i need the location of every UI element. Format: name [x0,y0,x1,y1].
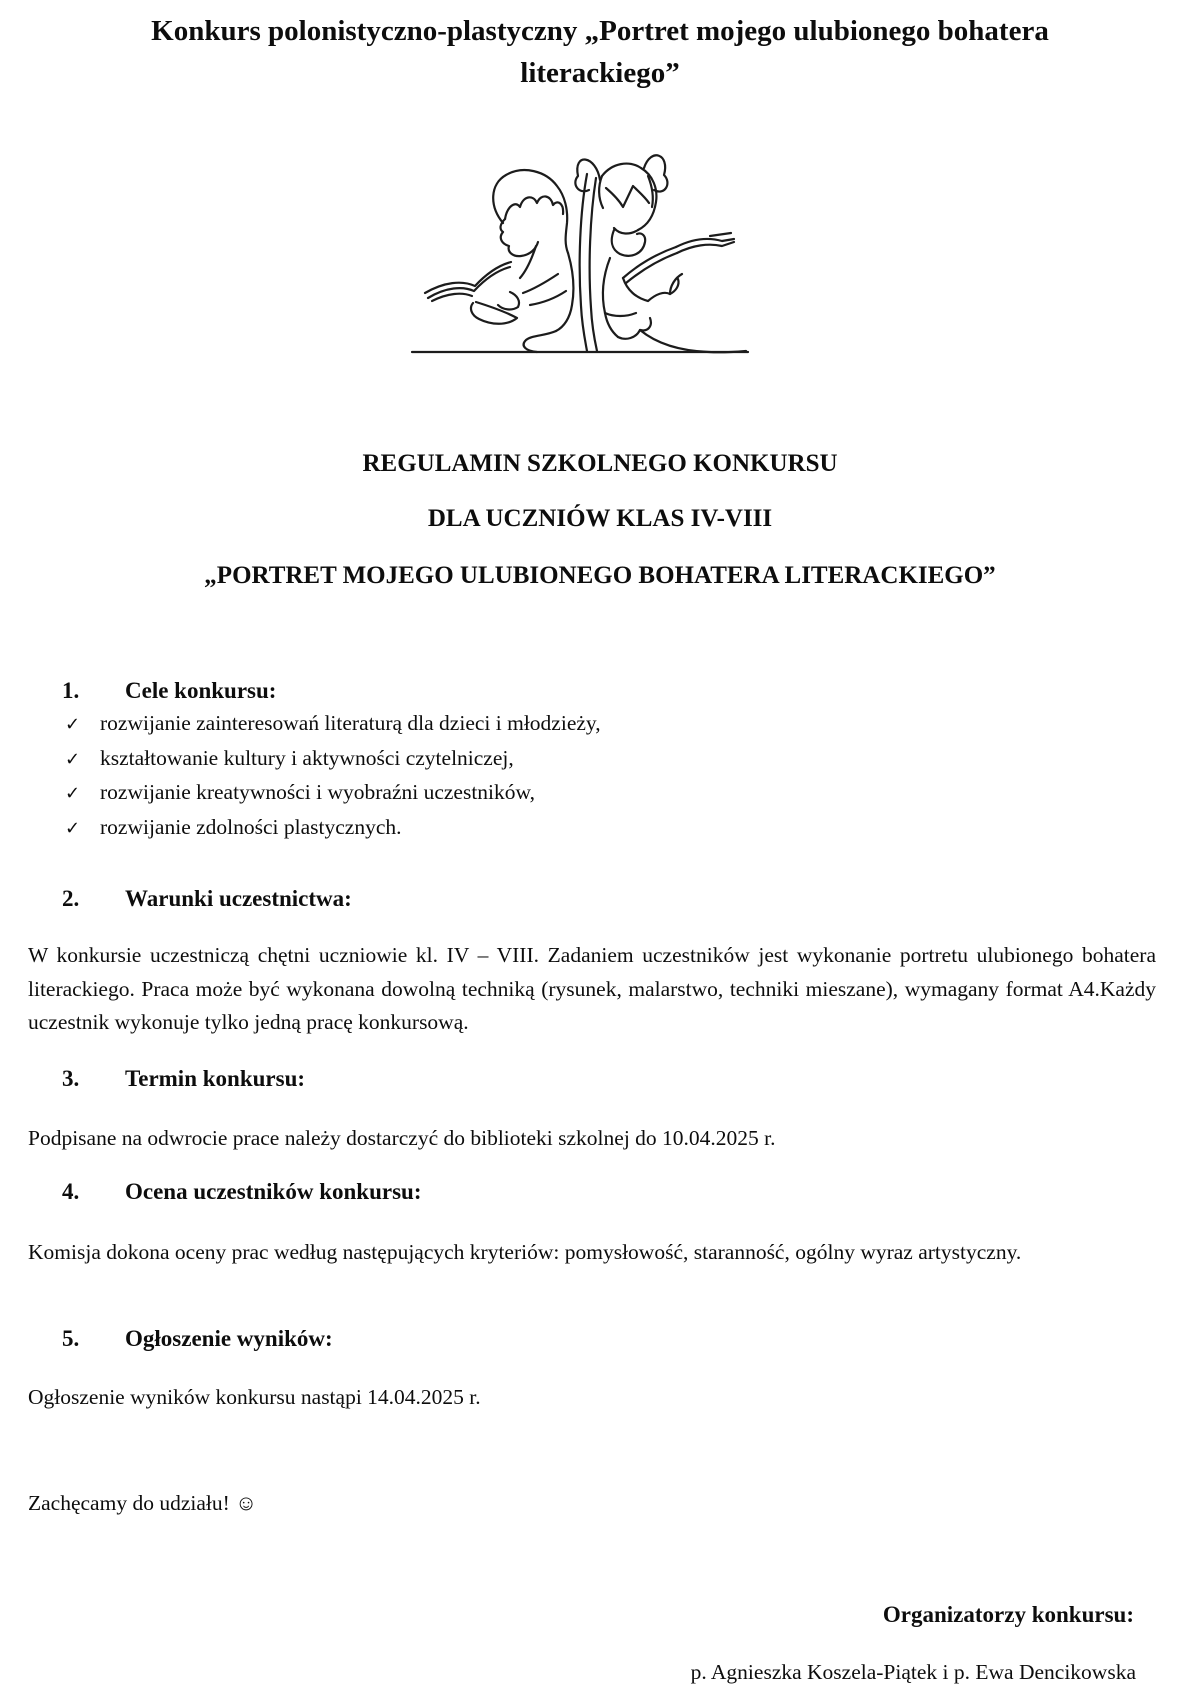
section-title: Cele konkursu: [125,678,277,703]
list-item-text: rozwijanie zainteresowań literaturą dla dzieci i młodzieży, [100,711,601,735]
closing-text: Zachęcamy do udziału! [28,1491,230,1515]
organizers-names: p. Agnieszka Koszela-Piątek i p. Ewa Dencikowska [690,1660,1136,1684]
section-3-body: Podpisane na odwrocie prace należy dostarczyć do biblioteki szkolnej do 10.04.2025 r. [28,1126,776,1150]
list-item [65,746,1140,781]
check-icon: ✓ [65,748,81,770]
list-item-text: rozwijanie zdolności plastycznych. [100,814,402,839]
section-title: Warunki uczestnictwa: [125,886,352,911]
section-title: Ogłoszenie wyników: [125,1326,333,1351]
section-title: Ocena uczestników konkursu: [125,1179,422,1204]
section-4-heading [62,1179,1140,1205]
check-icon: ✓ [65,714,81,735]
list-item-text: kształtowanie kultury i aktywności czytelniczej, [100,745,514,770]
section-3-heading [62,1066,1140,1092]
section-title: Termin konkursu: [125,1066,306,1091]
line-art-drawing [360,130,800,370]
section-number: 1. [62,678,80,703]
subheading-contest-name: „PORTRET MOJEGO ULUBIONEGO BOHATERA LITERACKIEGO” [204,562,996,589]
check-icon: ✓ [65,817,81,839]
list-item [65,711,1140,746]
goals-list [65,711,1140,849]
check-icon: ✓ [65,783,81,805]
section-number: 4. [62,1179,80,1204]
section-2-body: W konkursie uczestniczą chętni uczniowie kl. IV – VIII. Zadaniem uczestników jest wykonanie portretu ulubionego bohatera literackiego. Praca może być wykonana dowolną techniką (rysunek, malarstwo, techniki mieszane), wymagany format A4.Każdy uczestnik wykonuje tylko jedną pracę konkursową. [28,943,1156,1034]
section-4-body: Komisja dokona oceny prac według następujących kryteriów: pomysłowość, staranność, ogólny wyraz artystyczny. [28,1240,1022,1264]
subheading-classes: DLA UCZNIÓW KLAS IV-VIII [427,505,773,532]
section-1-heading [62,678,1140,704]
section-5-body: Ogłoszenie wyników konkursu nastąpi 14.04.2025 r. [28,1385,481,1409]
organizers-label: Organizatorzy konkursu: [882,1602,1134,1627]
list-item [65,815,1140,850]
smiley-icon: ☺ [235,1491,258,1515]
section-5-heading [62,1326,1140,1352]
section-number: 2. [62,886,80,911]
page-title: Konkurs polonistyczno-plastyczny „Portret mojego ulubionego bohatera literackiego” [151,15,1049,89]
list-item [65,780,1140,815]
closing-line [28,1491,257,1516]
section-2-heading [62,886,1140,912]
children-reading-illustration [360,130,800,370]
section-number: 3. [62,1066,80,1091]
list-item-text: rozwijanie kreatywności i wyobraźni uczestników, [100,780,536,805]
section-number: 5. [62,1326,80,1351]
subheading-regulamin: REGULAMIN SZKOLNEGO KONKURSU [362,450,838,477]
